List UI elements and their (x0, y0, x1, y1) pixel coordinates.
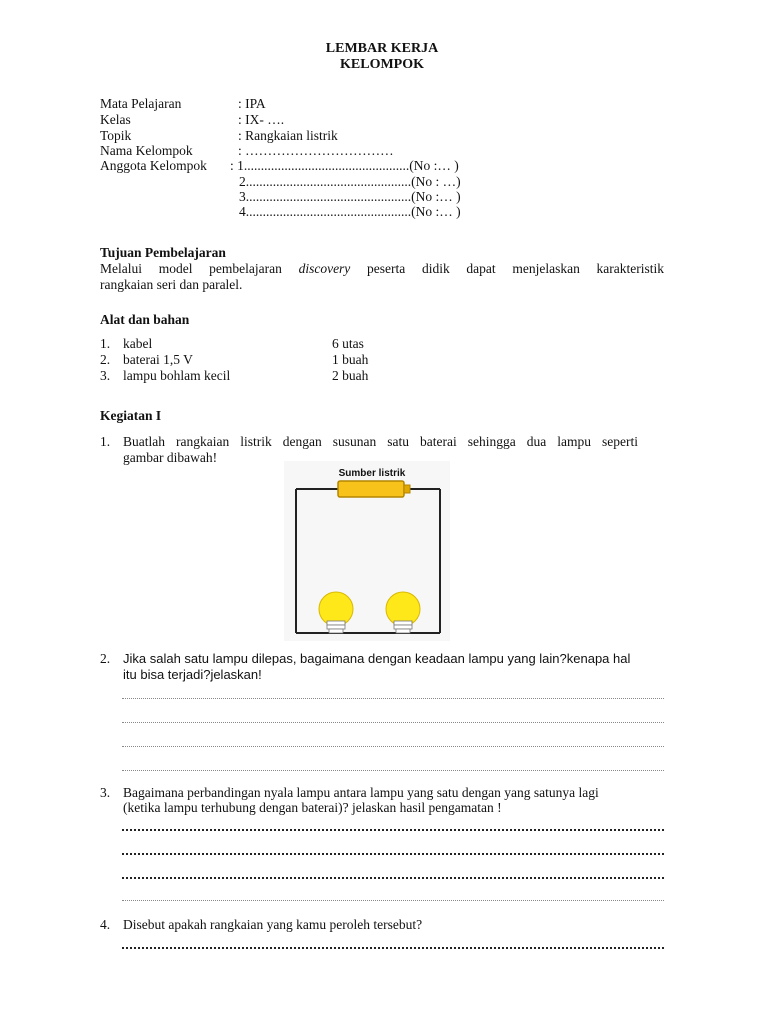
heading-kegiatan: Kegiatan I (100, 408, 162, 423)
q2-answer-line-3[interactable] (122, 745, 664, 747)
alat-item-2-qty: 1 buah (332, 352, 369, 367)
alat-item-3-num: 3. (100, 368, 111, 383)
value-mata-pelajaran: : IPA (238, 96, 266, 111)
label-kelas: Kelas (100, 112, 131, 127)
value-topik: : Rangkaian listrik (238, 128, 338, 143)
q3-answer-line-3[interactable] (122, 876, 664, 879)
alat-item-1-num: 1. (100, 336, 111, 351)
q3-answer-line-2[interactable] (122, 852, 664, 855)
q3-line-2: (ketika lampu terhubung dengan baterai)? jelaskan hasil pengamatan ! (123, 800, 502, 815)
battery-icon (338, 481, 410, 497)
label-nama-kelompok: Nama Kelompok (100, 143, 193, 158)
label-anggota-kelompok: Anggota Kelompok (100, 158, 207, 173)
q2-answer-line-2[interactable] (122, 721, 664, 723)
value-kelas: : IX- …. (238, 112, 285, 127)
q1-number: 1. (100, 434, 111, 449)
tujuan-line-1 (100, 261, 664, 277)
tujuan-prefix: Melalui model pembelajaran (100, 261, 282, 276)
title-line-2: KELOMPOK (340, 57, 424, 72)
q3-answer-line-4[interactable] (122, 899, 664, 901)
diagram-label: Sumber listrik (338, 468, 406, 479)
value-anggota-1: : 1.................................................(No :… ) (230, 158, 459, 173)
title-line-1: LEMBAR KERJA (325, 41, 439, 56)
tujuan-suffix: peserta didik dapat menjelaskan karakteristik (367, 261, 665, 276)
q1-line-1: Buatlah rangkaian listrik dengan susunan satu baterai sehingga dua lampu seperti (123, 434, 638, 449)
q3-number: 3. (100, 785, 111, 800)
label-mata-pelajaran: Mata Pelajaran (100, 96, 182, 111)
q1-line-2: gambar dibawah! (123, 450, 218, 465)
heading-tujuan: Tujuan Pembelajaran (100, 245, 226, 260)
alat-item-1-name: kabel (123, 336, 153, 351)
q2-answer-line-1[interactable] (122, 697, 664, 699)
q4-number: 4. (100, 917, 111, 932)
q2-line-2: itu bisa terjadi?jelaskan! (123, 667, 262, 682)
value-nama-kelompok: : …………………………… (238, 143, 394, 158)
q2-number: 2. (100, 651, 111, 666)
value-anggota-4: 4.................................................(No :… ) (239, 204, 461, 219)
q3-answer-line-1[interactable] (122, 828, 664, 831)
circuit-diagram (284, 461, 450, 641)
q4-answer-line-1[interactable] (122, 946, 664, 949)
q2-answer-line-4[interactable] (122, 769, 664, 771)
alat-item-2-num: 2. (100, 352, 111, 367)
heading-alat-bahan: Alat dan bahan (100, 312, 190, 327)
alat-item-2-name: baterai 1,5 V (123, 352, 193, 367)
alat-item-3-name: lampu bohlam kecil (123, 368, 231, 383)
tujuan-italic-word: discovery (298, 261, 351, 276)
label-topik: Topik (100, 128, 132, 143)
tujuan-line-2: rangkaian seri dan paralel. (100, 277, 243, 292)
q2-line-1: Jika salah satu lampu dilepas, bagaimana dengan keadaan lampu yang lain?kenapa hal (123, 651, 631, 666)
value-anggota-2: 2.................................................(No : …) (239, 174, 461, 189)
alat-item-3-qty: 2 buah (332, 368, 369, 383)
value-anggota-3: 3.................................................(No :… ) (239, 189, 461, 204)
q3-line-1: Bagaimana perbandingan nyala lampu antara lampu yang satu dengan yang satunya lagi (123, 785, 599, 800)
alat-item-1-qty: 6 utas (332, 336, 364, 351)
q4-line-1: Disebut apakah rangkaian yang kamu peroleh tersebut? (123, 917, 423, 932)
